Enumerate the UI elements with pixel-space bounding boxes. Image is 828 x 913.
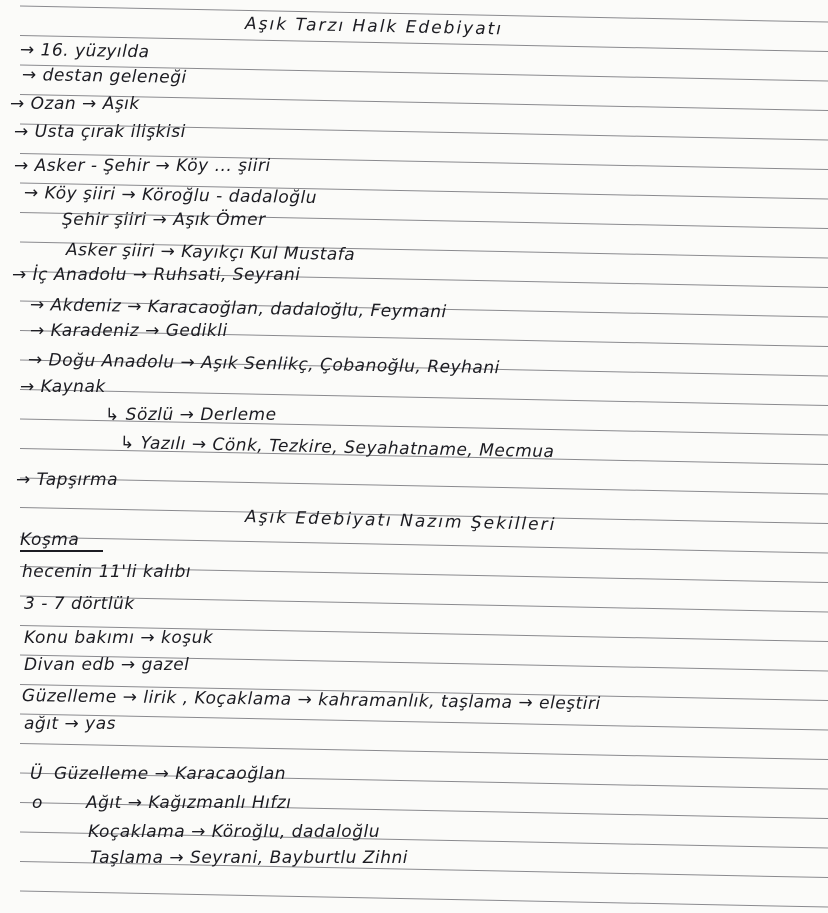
section-title: Aşık Tarzı Halk Edebiyatı — [244, 14, 504, 40]
note-line: → Köy şiiri → Köroğlu - dadaloğlu — [23, 183, 318, 209]
note-line: ↳ Sözlü → Derleme — [105, 405, 277, 425]
note-line: → Ozan → Aşık — [10, 94, 140, 114]
note-line: Asker şiiri → Kayıkçı Kul Mustafa — [65, 240, 356, 266]
note-line: Koçaklama → Köroğlu, dadaloğlu — [88, 822, 380, 842]
ruled-line — [20, 390, 828, 406]
note-line: Güzelleme → lirik , Koçaklama → kahramanlık, taşlama → eleştiri — [21, 686, 601, 715]
note-line: → Akdeniz → Karacaoğlan, dadaloğlu, Feymani — [29, 295, 447, 323]
note-line: → Tapşırma — [16, 470, 119, 490]
note-line: ağıt → yas — [24, 714, 116, 734]
ruled-line — [20, 891, 828, 907]
note-line: Divan edb → gazel — [24, 655, 190, 675]
ruled-line — [20, 478, 828, 494]
ruled-line — [20, 537, 828, 553]
note-line: ↳ Yazılı → Cönk, Tezkire, Seyahatname, Mecmua — [119, 433, 555, 463]
note-line: 3 - 7 dörtlük — [24, 594, 135, 614]
note-line: → Doğu Anadolu → Aşık Senlikç, Çobanoğlu, Reyhani — [27, 350, 500, 379]
note-line: → Kaynak — [20, 377, 106, 397]
note-line: → Karadeniz → Gedikli — [30, 321, 228, 341]
ruled-line — [20, 744, 828, 760]
note-line: Ağıt → Kağızmanlı Hıfzı — [86, 793, 292, 813]
note-line: hecenin 11'li kalıbı — [22, 562, 192, 582]
ruled-line — [20, 95, 828, 111]
section-title: Aşık Edebiyatı Nazım Şekilleri — [244, 507, 557, 536]
note-line: Taşlama → Seyrani, Bayburtlu Zihni — [90, 848, 408, 868]
section-heading: Koşma — [20, 530, 103, 552]
note-line: → Usta çırak ilişkisi — [14, 122, 186, 142]
note-line: → Asker - Şehir → Köy ... şiiri — [14, 156, 271, 176]
note-line: → destan geleneği — [21, 65, 187, 88]
note-line: Güzelleme → Karacaoğlan — [54, 764, 287, 784]
note-line: → İç Anadolu → Ruhsati, Seyrani — [12, 265, 301, 285]
note-line: Şehir şiiri → Aşık Ömer — [62, 210, 266, 230]
margin-mark: Ü — [30, 764, 43, 784]
ruled-line — [20, 714, 828, 730]
margin-mark: o — [32, 793, 43, 813]
note-line: → 16. yüzyılda — [19, 40, 150, 63]
note-line: Konu bakımı → koşuk — [24, 628, 214, 648]
ruled-line — [20, 596, 828, 612]
